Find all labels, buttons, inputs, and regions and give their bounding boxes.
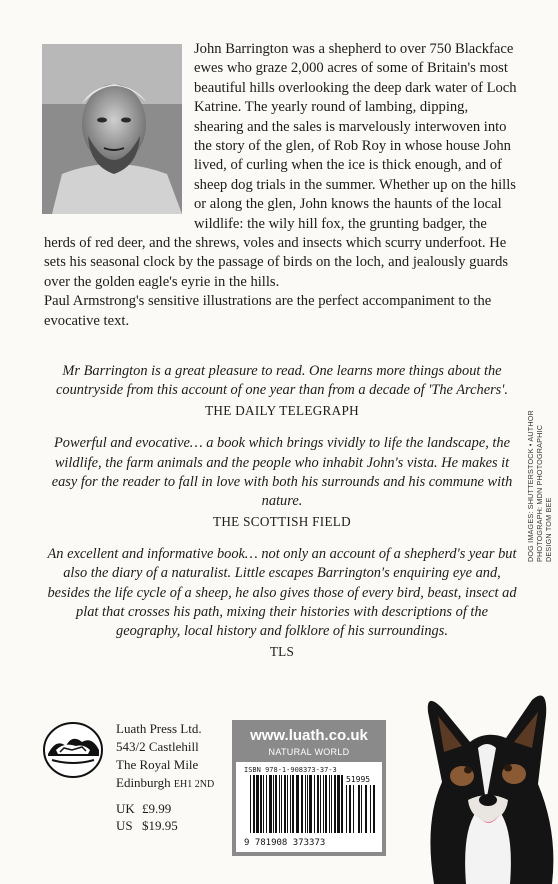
barcode-bar — [334, 775, 336, 833]
barcode-addon-bar — [373, 785, 375, 833]
barcode-bar — [256, 775, 259, 833]
isbn-label: ISBN 978-1-908373-37-3 — [244, 766, 337, 774]
barcode-addon-bar — [370, 785, 371, 833]
barcode-bar — [307, 775, 308, 833]
barcode-addon-bar — [346, 785, 347, 833]
price-region: UK — [116, 801, 135, 816]
barcode-bar — [317, 775, 319, 833]
barcode-addon-bar — [358, 785, 360, 833]
credits-line-photos: DOG IMAGES: SHUTTERSTOCK • AUTHOR PHOTOGRAPH: MDN PHOTOGRAPHIC — [526, 410, 544, 562]
publisher-city: Edinburgh — [116, 775, 171, 790]
quote-text: An excellent and informative book… not only an account of a shepherd's year but also the diary of a naturalist. Little escapes Barrington's enquiring eye and, besides the life cycle of a sheep, he also gives those of every bird, beast, insect ad plat that crosses his path, mixing their histories with descriptions of the geography, local history and folklore of his surroundings. — [47, 546, 517, 640]
barcode-bar — [323, 775, 324, 833]
publisher-address — [116, 720, 214, 794]
review-quotes — [44, 362, 520, 675]
luath-logo-icon — [42, 720, 104, 780]
barcode-bar — [290, 775, 291, 833]
barcode-bar — [305, 775, 306, 833]
barcode-bar — [273, 775, 274, 833]
price-row — [116, 817, 178, 834]
barcode-panel — [232, 720, 386, 856]
barcode-bar — [341, 775, 343, 833]
publisher-website: www.luath.co.uk — [250, 727, 368, 744]
quote-source: TLS — [269, 644, 295, 660]
quote-source: THE SCOTTISH FIELD — [212, 514, 351, 530]
barcode-bar — [287, 775, 288, 833]
publisher-address-line: 543/2 Castlehill — [116, 739, 199, 754]
photo-spacer — [44, 40, 194, 215]
price-list — [116, 800, 178, 834]
barcode-bar — [284, 775, 286, 833]
review-quote — [44, 362, 520, 419]
barcode-bar — [325, 775, 327, 833]
review-quote — [44, 434, 520, 530]
price-amount: £9.99 — [142, 801, 172, 816]
barcode-graphic — [242, 775, 382, 847]
barcode-bar — [260, 775, 262, 833]
barcode-bar — [250, 775, 251, 833]
barcode-bar — [337, 775, 340, 833]
publisher-city-line — [116, 774, 214, 794]
price-amount: $19.95 — [142, 818, 178, 833]
quote-source: THE DAILY TELEGRAPH — [205, 403, 359, 419]
barcode-bar — [292, 775, 294, 833]
barcode-bar — [309, 775, 312, 833]
publisher-postcode: EH1 2ND — [173, 779, 215, 790]
quote-text: Mr Barrington is a great pleasure to read. One learns more things about the countryside from this account of one year than from a decade of 'The Archers'. — [56, 363, 508, 399]
barcode-bar — [269, 775, 272, 833]
barcode-bar — [314, 775, 315, 833]
barcode-bar — [275, 775, 277, 833]
book-description — [44, 40, 518, 331]
barcode-bar — [266, 775, 267, 833]
credits-line-design: DESIGN TOM BEE — [544, 497, 553, 562]
barcode-price-code: 51995 — [346, 775, 371, 784]
blurb-text: John Barrington was a shepherd to over 750 Blackface ewes who graze 2,000 acres of some of Britain's most beautiful hills overlooking the deep dark water of Loch Katrine. The yearly round of lambing, dipping, shearing and the sales is marvelously interwoven into the story of the glen, of Rob Roy in whose house John lived, of curling when the ice is thick enough, and of sheep dog trials in the summer. Whether up on the hills or along the glen, John knows the haunts of the local wildlife: the wily hill fox, the grunting badger, the herds of red deer, and the shrews, voles and insects which scurry underfoot. He sets his seasonal clock by the passage of birds on the loch, and jealously guards over the golden eagle's eyrie in the hills. — [44, 41, 517, 290]
publisher-address-line: The Royal Mile — [116, 757, 199, 772]
review-quote — [44, 545, 520, 660]
publisher-name: Luath Press Ltd. — [116, 721, 202, 736]
barcode-addon-bar — [349, 785, 351, 833]
barcode-bar — [320, 775, 321, 833]
book-category: NATURAL WORLD — [268, 747, 350, 757]
barcode-bar — [331, 775, 332, 833]
barcode-digits: 9 781908 373373 — [244, 838, 326, 847]
barcode-bar — [301, 775, 303, 833]
image-credits — [526, 372, 554, 562]
barcode-bar — [329, 775, 330, 833]
barcode-addon-bar — [361, 785, 362, 833]
illustrations-text: Paul Armstrong's sensitive illustrations are the perfect accompaniment to the evocative text. — [44, 293, 492, 329]
barcode-bar — [253, 775, 255, 833]
barcode-addon-bar — [365, 785, 367, 833]
barcode-bar — [281, 775, 282, 833]
quote-text: Powerful and evocative… a book which brings vividly to life the landscape, the wildlife, the farm animals and the people who inhabit John's vista. He makes it easy for the reader to fall in love with both his surrounds and his commune with nature. — [51, 435, 513, 510]
price-region: US — [116, 818, 133, 833]
border-collie-image — [414, 672, 558, 884]
barcode-bar — [263, 775, 264, 833]
price-row — [116, 800, 178, 817]
barcode-header — [236, 724, 382, 762]
barcode-addon-bar — [353, 785, 354, 833]
barcode-bar — [296, 775, 299, 833]
barcode-bar — [279, 775, 280, 833]
